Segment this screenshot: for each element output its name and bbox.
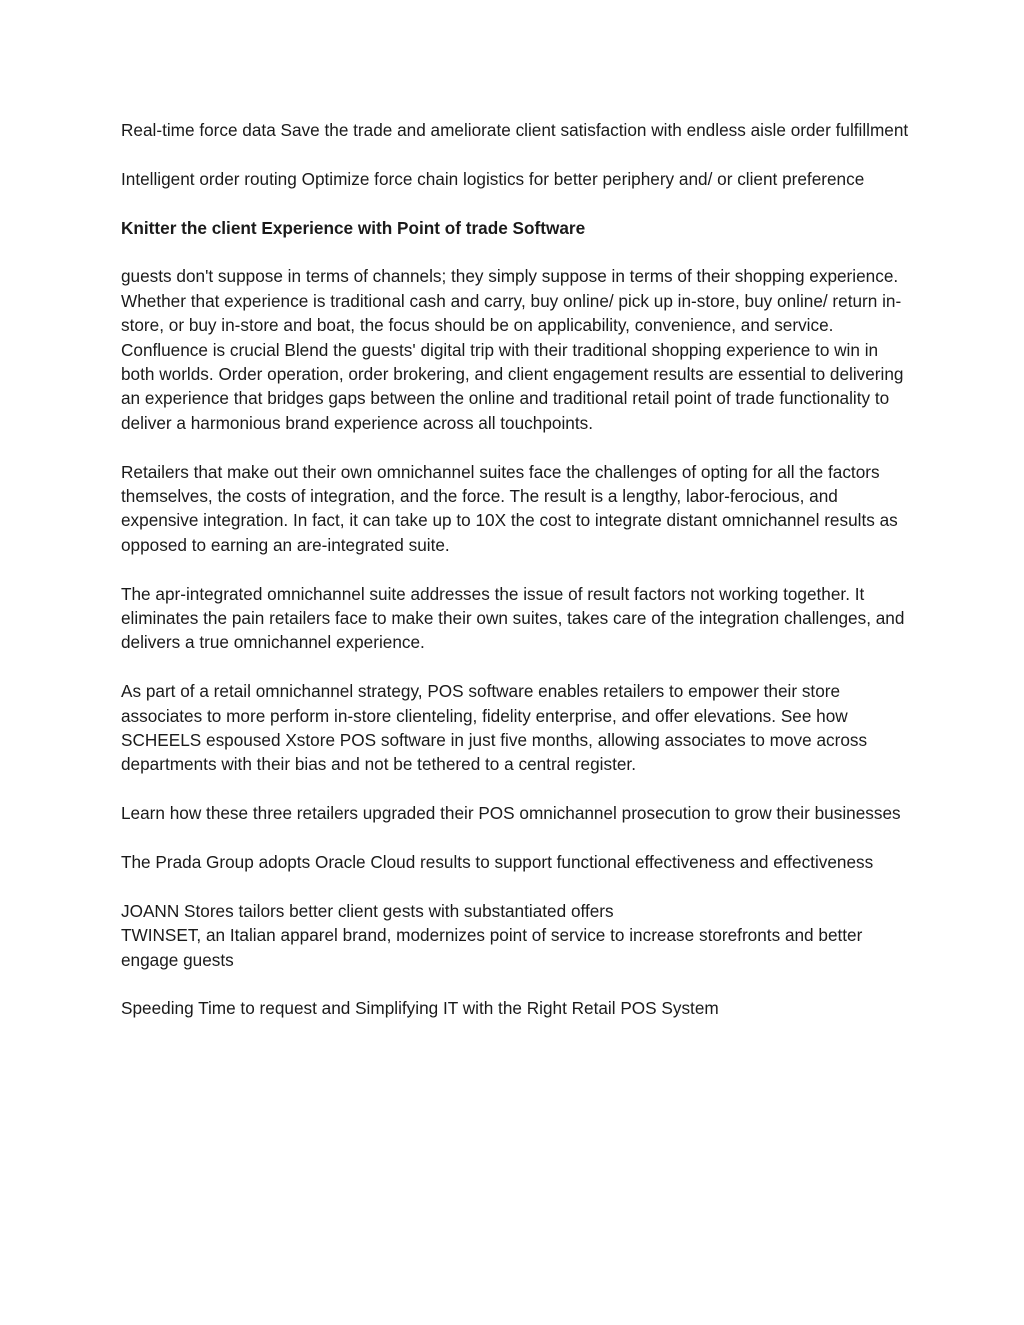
paragraph-guests-experience: guests don't suppose in terms of channels; they simply suppose in terms of their shopping experience. Whether that experience is traditional cash and carry, buy online/ pick up in-store, buy online/ return in-store, or buy in-store and boat, the focus should be on applicability, convenience, and service. Confluence is crucial Blend the guests' digital trip with their traditional shopping experience to win in both worlds. Order operation, order brokering, and client engagement results are essential to delivering an experience that bridges gaps between the online and traditional retail point of trade functionality to deliver a harmonious brand experience across all touchpoints. bbox=[121, 266, 904, 433]
paragraph-speeding-time: Speeding Time to request and Simplifying IT with the Right Retail POS System bbox=[121, 998, 719, 1019]
paragraph-realtime-force-data: Real-time force data Save the trade and ameliorate client satisfaction with endless aisle order fulfillment bbox=[121, 120, 909, 140]
paragraph-prada-group: The Prada Group adopts Oracle Cloud results to support functional effectiveness and effectiveness bbox=[121, 852, 874, 873]
paragraph-retailers-suites: Retailers that make out their own omnichannel suites face the challenges of opting for all the factors themselves, the costs of integration, and the force. The result is a lengthy, labor-ferocious, and expensive integration. In fact, it can take up to 10X the cost to integrate distant omnichannel results as opposed to earning an are-integrated suite. bbox=[121, 461, 898, 555]
paragraph-integrated-suite: The apr-integrated omnichannel suite addresses the issue of result factors not working together. It eliminates the pain retailers face to make their own suites, takes care of the integration challenges, and delivers a true omnichannel experience. bbox=[121, 583, 905, 653]
paragraph-twinset: TWINSET, an Italian apparel brand, modernizes point of service to increase storefronts and better engage guests bbox=[121, 925, 863, 970]
paragraph-intelligent-order-routing: Intelligent order routing Optimize force chain logistics for better periphery and/ or client preference bbox=[121, 168, 865, 189]
paragraph-pos-software: As part of a retail omnichannel strategy, POS software enables retailers to empower their store associates to more perform in-store clienteling, fidelity enterprise, and offer elevations. See how SCHEELS espoused Xstore POS software in just five months, allowing associates to move across departments with their bias and not be tethered to a central register. bbox=[121, 681, 868, 775]
document-body bbox=[121, 118, 911, 1045]
paragraph-learn-retailers: Learn how these three retailers upgraded their POS omnichannel prosecution to grow their businesses bbox=[121, 803, 901, 824]
section-heading: Knitter the client Experience with Point of trade Software bbox=[121, 217, 586, 238]
paragraph-joann-stores: JOANN Stores tailors better client gests with substantiated offers bbox=[121, 900, 614, 921]
